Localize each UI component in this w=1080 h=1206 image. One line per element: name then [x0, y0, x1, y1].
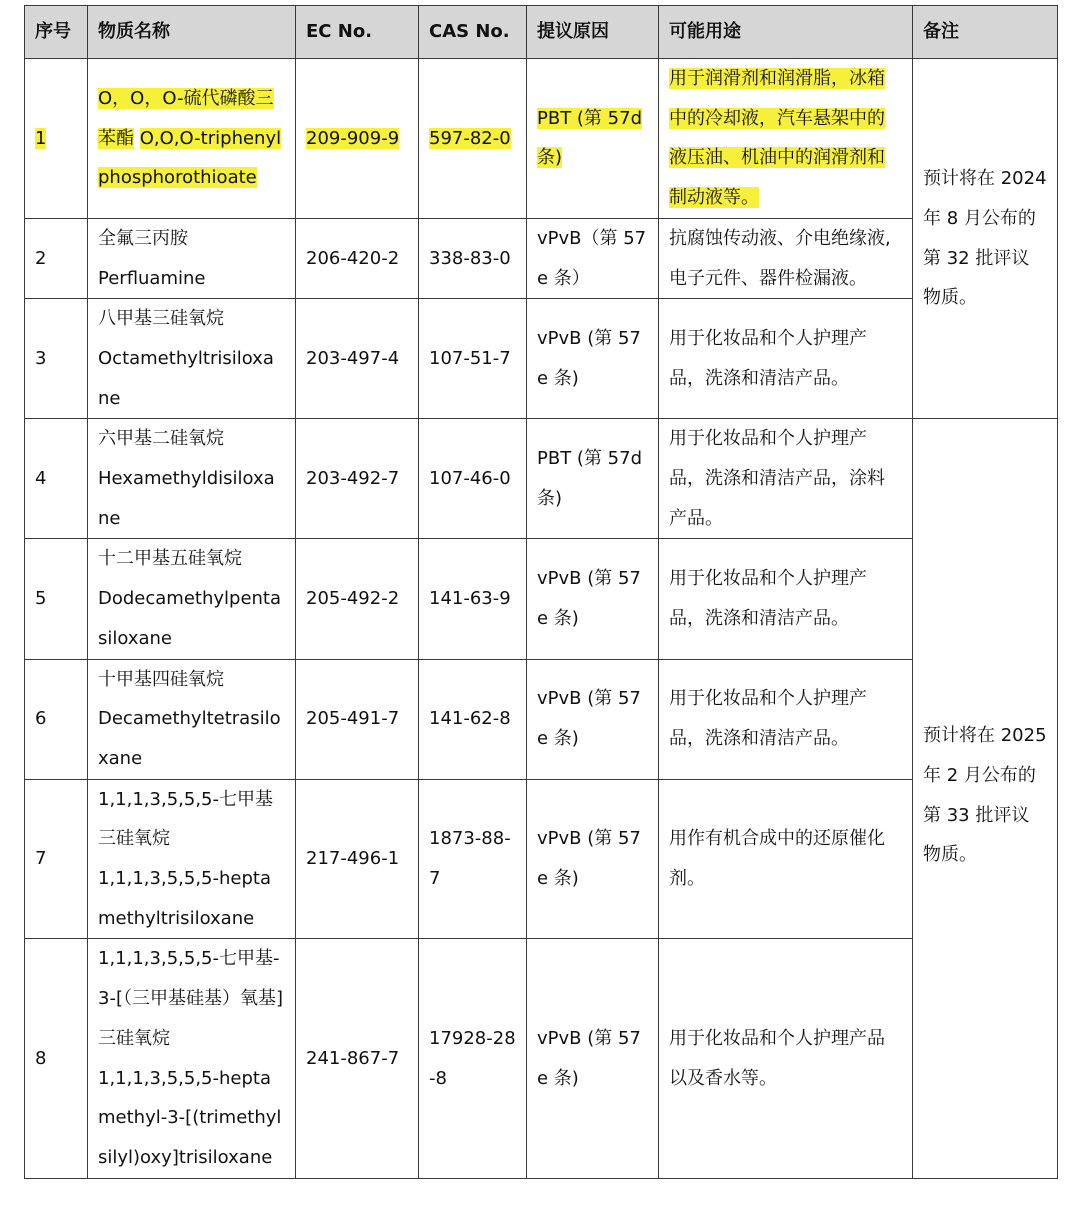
row-name-cell: [88, 659, 296, 779]
row-use: 用于化妆品和个人护理产品以及香水等。: [659, 939, 913, 1178]
row-ec: 217-496-1: [296, 779, 419, 939]
table-header-row: [25, 6, 1058, 59]
row-cas: 141-63-9: [419, 539, 527, 659]
header-name: 物质名称: [88, 6, 296, 59]
row-cas: 107-46-0: [419, 419, 527, 539]
row-reason: vPvB (第 57e 条): [527, 659, 659, 779]
row-cas: 141-62-8: [419, 659, 527, 779]
row-use: 用于化妆品和个人护理产品，洗涤和清洁产品，涂料产品。: [659, 419, 913, 539]
row-name-cell: [88, 539, 296, 659]
row-ec: 205-492-2: [296, 539, 419, 659]
row-name-en: Hexamethyldisiloxane: [98, 468, 275, 529]
row-ec: 205-491-7: [296, 659, 419, 779]
table-row: [25, 779, 1058, 939]
row-no: 2: [25, 218, 88, 298]
row-reason: vPvB (第 57e 条): [527, 299, 659, 419]
row-no-cell: [25, 59, 88, 219]
row-cas: 338-83-0: [419, 218, 527, 298]
row-no: 8: [25, 939, 88, 1178]
row-reason: PBT (第 57d 条): [537, 107, 642, 169]
row-reason-cell: [527, 59, 659, 219]
row-name-en: Dodecamethylpentasiloxane: [98, 588, 282, 649]
row-name-cell: [88, 299, 296, 419]
table-row: [25, 299, 1058, 419]
table-row: [25, 939, 1058, 1178]
row-cas: 17928-28-8: [419, 939, 527, 1178]
row-reason: vPvB (第 57e 条): [527, 779, 659, 939]
row-name-cn: 1,1,1,3,5,5,5-七甲基-3-[（三甲基硅基）氧基]三硅氧烷: [98, 948, 283, 1049]
header-note: 备注: [913, 6, 1058, 59]
row-use: 用于化妆品和个人护理产品，洗涤和清洁产品。: [659, 299, 913, 419]
note-batch-32: 预计将在 2024 年 8 月公布的第 32 批评议物质。: [913, 59, 1058, 419]
row-use: 用于化妆品和个人护理产品，洗涤和清洁产品。: [659, 539, 913, 659]
header-reason: 提议原因: [527, 6, 659, 59]
table-row: [25, 539, 1058, 659]
header-no: 序号: [25, 6, 88, 59]
row-use: 用于化妆品和个人护理产品，洗涤和清洁产品。: [659, 659, 913, 779]
row-use: 用于润滑剂和润滑脂，冰箱中的冷却液，汽车悬架中的液压油、机油中的润滑剂和制动液等。: [669, 68, 885, 209]
row-name-cell: [88, 218, 296, 298]
note-batch-33: 预计将在 2025 年 2 月公布的第 33 批评议物质。: [913, 419, 1058, 1178]
row-name-cell: [88, 779, 296, 939]
header-ec: EC No.: [296, 6, 419, 59]
row-no: 5: [25, 539, 88, 659]
row-ec: 209-909-9: [306, 127, 400, 149]
row-name-cell: [88, 59, 296, 219]
row-cas: 107-51-7: [419, 299, 527, 419]
row-use: 抗腐蚀传动液、介电绝缘液,电子元件、器件检漏液。: [659, 218, 913, 298]
row-ec-cell: [296, 59, 419, 219]
header-cas: CAS No.: [419, 6, 527, 59]
table-row: [25, 659, 1058, 779]
row-ec: 203-492-7: [296, 419, 419, 539]
row-ec: 241-867-7: [296, 939, 419, 1178]
row-use: 用作有机合成中的还原催化剂。: [659, 779, 913, 939]
row-ec: 206-420-2: [296, 218, 419, 298]
row-name-en: 1,1,1,3,5,5,5-heptamethyltrisiloxane: [98, 868, 271, 929]
row-name-cn: O，O，O-硫代磷酸三苯酯: [98, 87, 274, 149]
row-no: 1: [35, 127, 47, 149]
row-no: 7: [25, 779, 88, 939]
table-row: [25, 218, 1058, 298]
row-name-en: O,O,O-triphenyl phosphorothioate: [98, 127, 282, 189]
row-name-cell: [88, 939, 296, 1178]
row-cas: 1873-88-7: [419, 779, 527, 939]
row-name-cell: [88, 419, 296, 539]
row-name-cn: 十甲基四硅氧烷: [98, 668, 224, 690]
row-ec: 203-497-4: [296, 299, 419, 419]
row-name-cn: 六甲基二硅氧烷: [98, 428, 224, 450]
substance-table: [24, 5, 1058, 1179]
row-use-cell: [659, 59, 913, 219]
row-name-cn: 十二甲基五硅氧烷: [98, 548, 242, 570]
header-use: 可能用途: [659, 6, 913, 59]
table-row: [25, 59, 1058, 219]
row-no: 4: [25, 419, 88, 539]
row-reason: vPvB（第 57e 条）: [527, 218, 659, 298]
row-name-en: Decamethyltetrasiloxane: [98, 708, 281, 769]
row-reason: PBT (第 57d 条): [527, 419, 659, 539]
row-name-en: 1,1,1,3,5,5,5-heptamethyl-3-[(trimethylsilyl)oxy]trisiloxane: [98, 1067, 282, 1168]
row-name-cn: 全氟三丙胺: [98, 227, 188, 249]
row-no: 3: [25, 299, 88, 419]
row-cas-cell: [419, 59, 527, 219]
row-name-cn: 八甲基三硅氧烷: [98, 308, 224, 330]
row-no: 6: [25, 659, 88, 779]
row-name-cn: 1,1,1,3,5,5,5-七甲基三硅氧烷: [98, 788, 273, 850]
row-reason: vPvB (第 57e 条): [527, 939, 659, 1178]
row-cas: 597-82-0: [429, 127, 511, 149]
row-reason: vPvB (第 57e 条): [527, 539, 659, 659]
row-name-en: Octamethyltrisiloxane: [98, 347, 274, 409]
table-row: [25, 419, 1058, 539]
row-name-en: Perfluamine: [98, 267, 206, 289]
